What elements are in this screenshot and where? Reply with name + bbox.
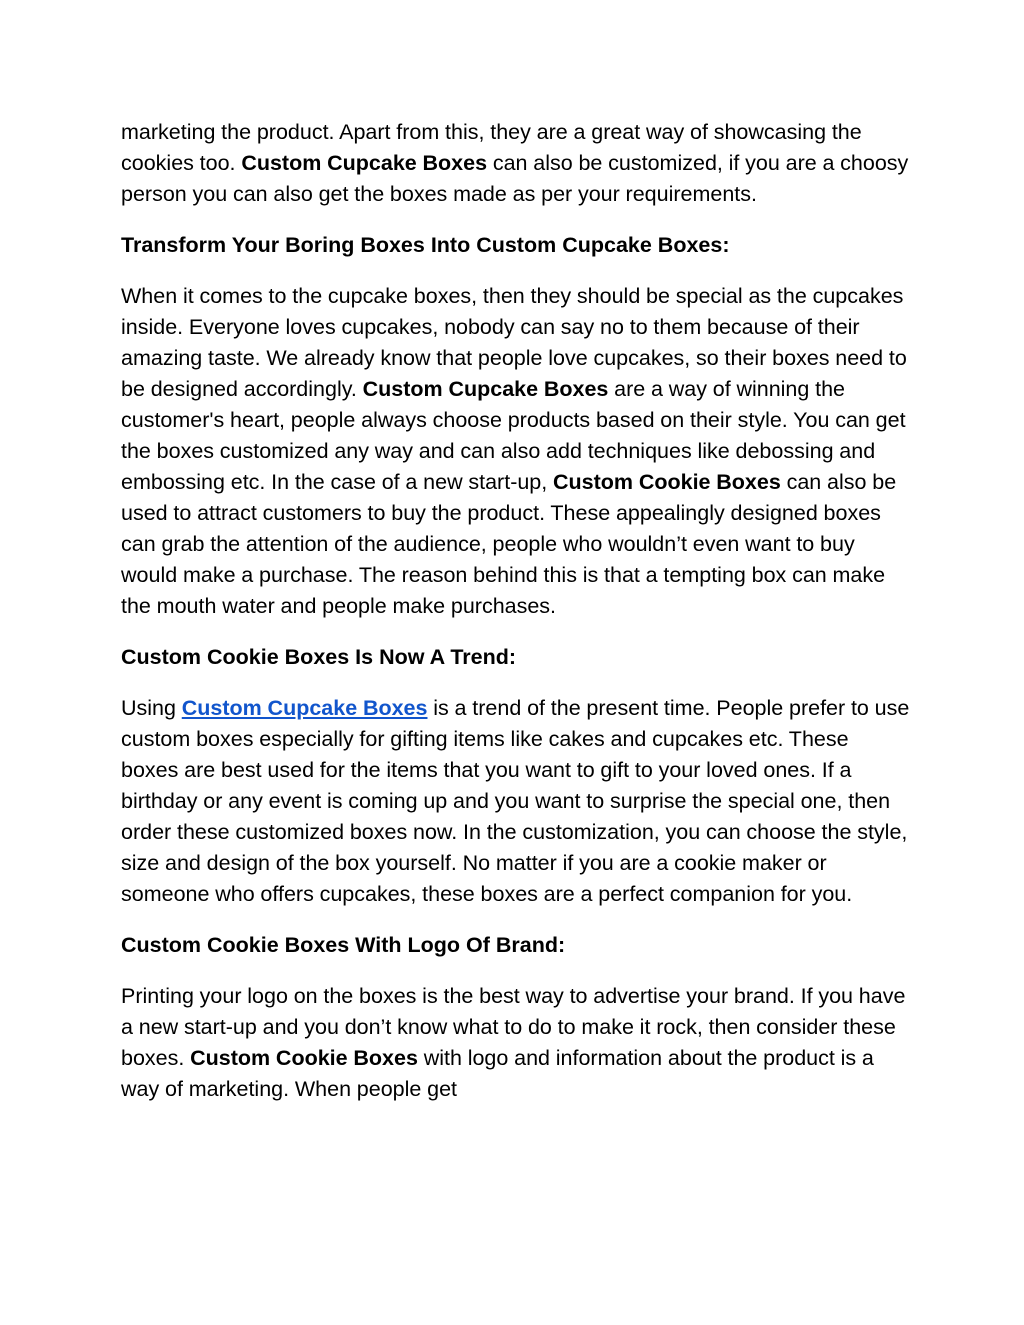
paragraph-text: When it comes to the cupcake boxes, then they should be special as the cupcakes inside. Everyone loves cupcakes, nobody can say no to them because of their amazing taste. We already know that people love cupcakes, so their boxes need to be designed accordingly.	[121, 284, 907, 401]
custom-cupcake-boxes-link[interactable]: Custom Cupcake Boxes	[181, 696, 428, 720]
paragraph-text: are a way of winning the customer's heart, people always choose products based on their style. You can get the boxes customized any way and can also add techniques like debossing and embossing etc. In the case of a new start-up,	[121, 377, 906, 494]
section-heading-transform: Transform Your Boring Boxes Into Custom Cupcake Boxes:	[121, 233, 730, 257]
paragraph-text: can also be used to attract customers to buy the product. These appealingly designed boxes can grab the attention of the audience, people who wouldn’t even want to buy would make a purchase. The reason behind this is that a tempting box can make the mouth water and people make purchases.	[121, 470, 897, 618]
paragraph-text: can also be customized, if you are a choosy person you can also get the boxes made as per your requirements.	[121, 151, 909, 206]
paragraph-logo	[121, 981, 911, 1105]
paragraph-transform	[121, 281, 911, 622]
bold-keyword: Custom Cupcake Boxes	[362, 377, 609, 401]
bold-keyword: Custom Cupcake Boxes	[241, 151, 488, 175]
paragraph-text: Printing your logo on the boxes is the best way to advertise your brand. If you have a new start-up and you don’t know what to do to make it rock, then consider these boxes.	[121, 984, 906, 1070]
document-page	[121, 117, 911, 1125]
paragraph-text: with logo and information about the product is a way of marketing. When people get	[121, 1046, 874, 1101]
section-heading-logo: Custom Cookie Boxes With Logo Of Brand:	[121, 933, 566, 957]
bold-keyword: Custom Cookie Boxes	[190, 1046, 418, 1070]
paragraph-text: is a trend of the present time. People prefer to use custom boxes especially for gifting items like cakes and cupcakes etc. These boxes are best used for the items that you want to gift to your loved ones. If a birthday or any event is coming up and you want to surprise the special one, then order these customized boxes now. In the customization, you can choose the style, size and design of the box yourself. No matter if you are a cookie maker or someone who offers cupcakes, these boxes are a perfect companion for you.	[121, 696, 910, 906]
bold-keyword: Custom Cookie Boxes	[553, 470, 781, 494]
paragraph-trend	[121, 693, 911, 910]
paragraph-intro	[121, 117, 911, 210]
paragraph-text: Using	[121, 696, 182, 720]
paragraph-text: marketing the product. Apart from this, they are a great way of showcasing the cookies too.	[121, 120, 862, 175]
section-heading-trend: Custom Cookie Boxes Is Now A Trend:	[121, 645, 517, 669]
